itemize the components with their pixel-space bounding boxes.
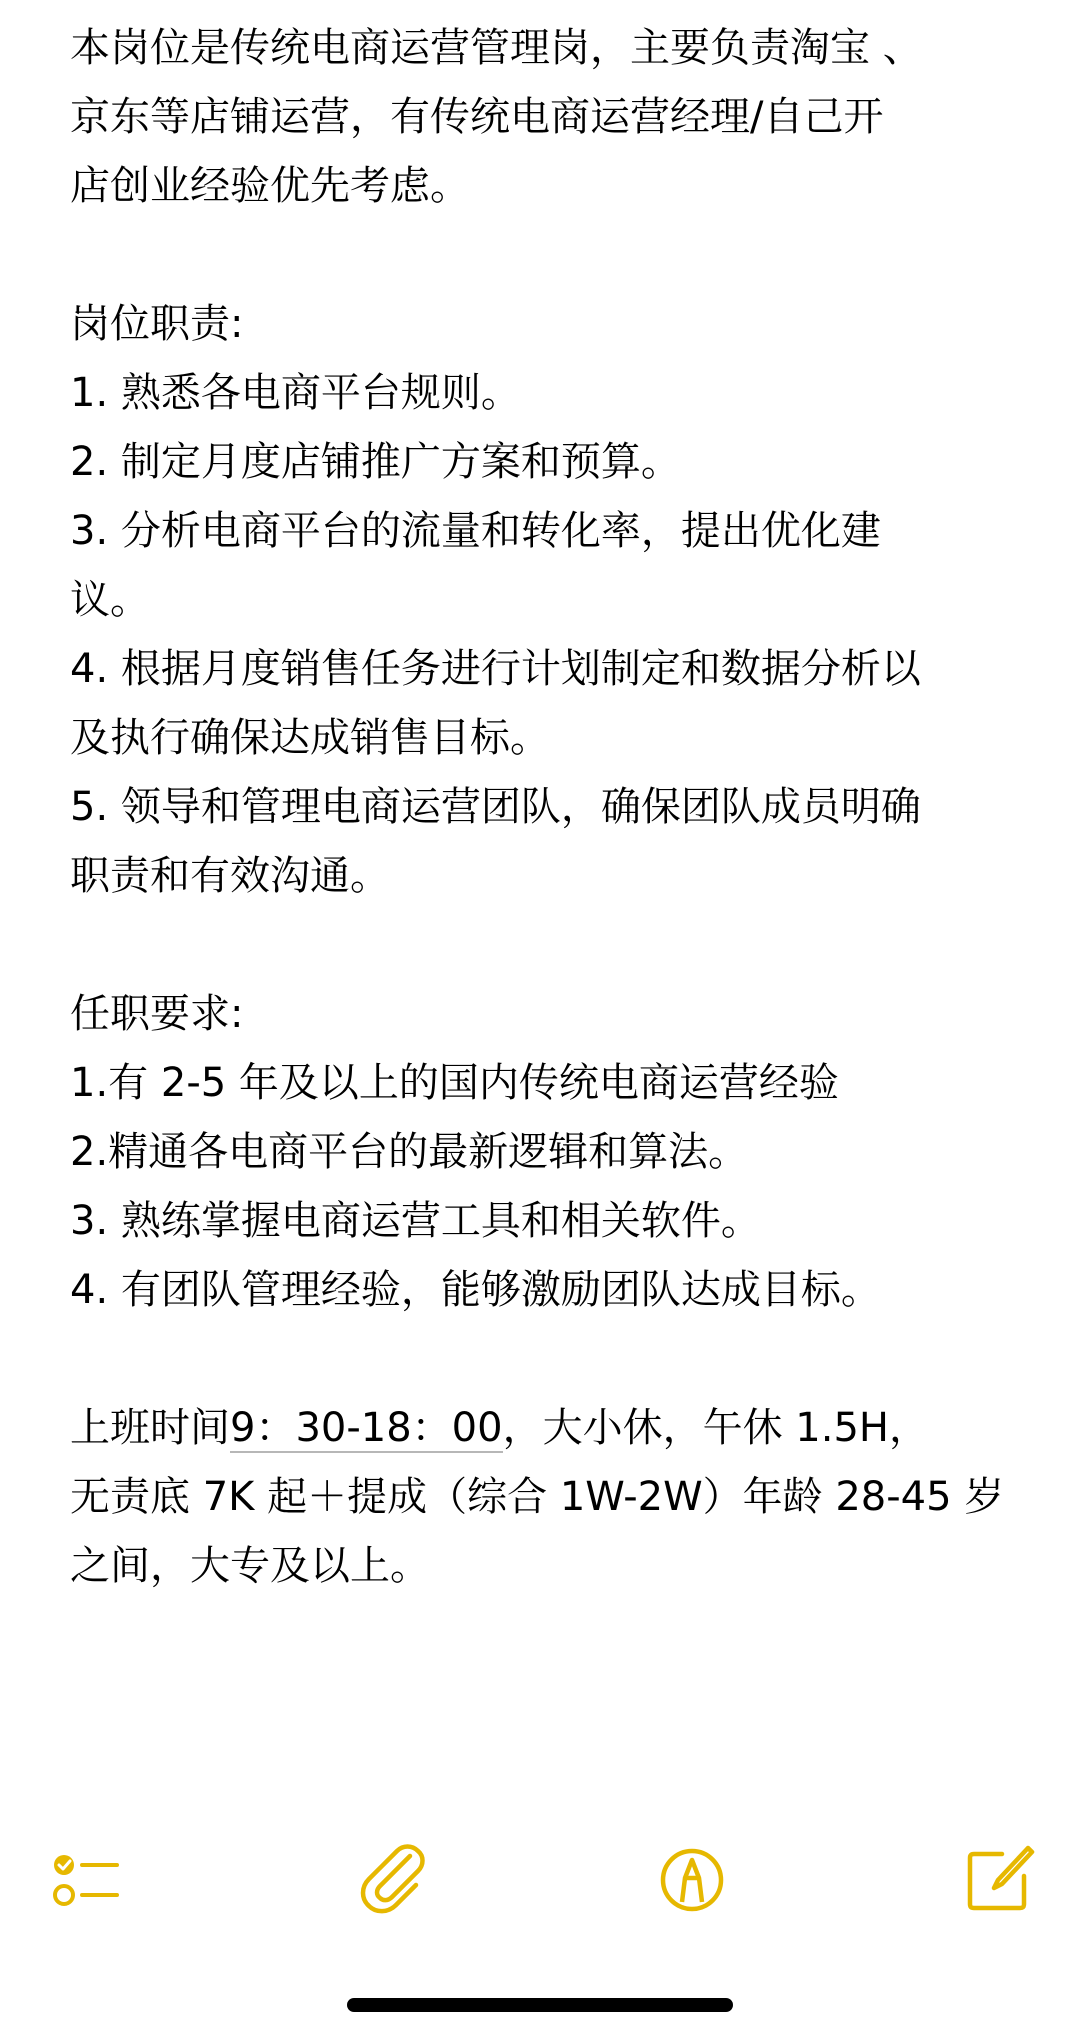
duties-heading: 岗位职责: bbox=[70, 301, 244, 347]
note-body[interactable] bbox=[70, 14, 1030, 1601]
requirement-line-3: 3. 熟练掌握电商运营工具和相关软件。 bbox=[70, 1198, 761, 1244]
schedule-suffix: ，大小休，午休 1.5H， bbox=[502, 1405, 929, 1451]
duty-line-4: 议。 bbox=[70, 577, 150, 623]
blank-line bbox=[70, 221, 1030, 290]
checklist-icon bbox=[45, 1840, 125, 1920]
intro-line-3: 店创业经验优先考虑。 bbox=[70, 163, 470, 209]
blank-line bbox=[70, 1325, 1030, 1394]
schedule-line-2: 无责底 7K 起＋提成（综合 1W-2W）年龄 28-45 岁 bbox=[70, 1474, 1005, 1520]
home-indicator[interactable] bbox=[347, 1998, 733, 2012]
paperclip-icon bbox=[352, 1840, 432, 1920]
duty-line-3: 3. 分析电商平台的流量和转化率，提出优化建 bbox=[70, 508, 881, 554]
blank-line bbox=[70, 911, 1030, 980]
compose-button[interactable] bbox=[958, 1840, 1038, 1920]
duty-line-8: 职责和有效沟通。 bbox=[70, 853, 390, 899]
requirements-heading: 任职要求: bbox=[70, 991, 244, 1037]
bottom-toolbar bbox=[0, 1840, 1080, 1930]
requirement-line-2: 2.精通各电商平台的最新逻辑和算法。 bbox=[70, 1129, 749, 1175]
schedule-line-1 bbox=[70, 1394, 1030, 1463]
markup-button[interactable] bbox=[652, 1840, 732, 1920]
duty-line-5: 4. 根据月度销售任务进行计划制定和数据分析以 bbox=[70, 646, 921, 692]
intro-line-2: 京东等店铺运营，有传统电商运营经理/自己开 bbox=[70, 94, 884, 140]
duty-line-2: 2. 制定月度店铺推广方案和预算。 bbox=[70, 439, 681, 485]
markup-pen-icon bbox=[652, 1840, 732, 1920]
duty-line-1: 1. 熟悉各电商平台规则。 bbox=[70, 370, 521, 416]
duty-line-6: 及执行确保达成销售目标。 bbox=[70, 715, 550, 761]
attach-button[interactable] bbox=[352, 1840, 432, 1920]
requirement-line-4: 4. 有团队管理经验，能够激励团队达成目标。 bbox=[70, 1267, 881, 1313]
schedule-time-link[interactable]: 9：30-18：00 bbox=[230, 1405, 503, 1451]
checklist-button[interactable] bbox=[45, 1840, 125, 1920]
schedule-line-3: 之间，大专及以上。 bbox=[70, 1543, 430, 1589]
schedule-prefix: 上班时间 bbox=[70, 1405, 230, 1451]
intro-line-1: 本岗位是传统电商运营管理岗，主要负责淘宝 、 bbox=[70, 25, 923, 71]
compose-icon bbox=[958, 1840, 1038, 1920]
duty-line-7: 5. 领导和管理电商运营团队，确保团队成员明确 bbox=[70, 784, 921, 830]
requirement-line-1: 1.有 2-5 年及以上的国内传统电商运营经验 bbox=[70, 1060, 839, 1106]
